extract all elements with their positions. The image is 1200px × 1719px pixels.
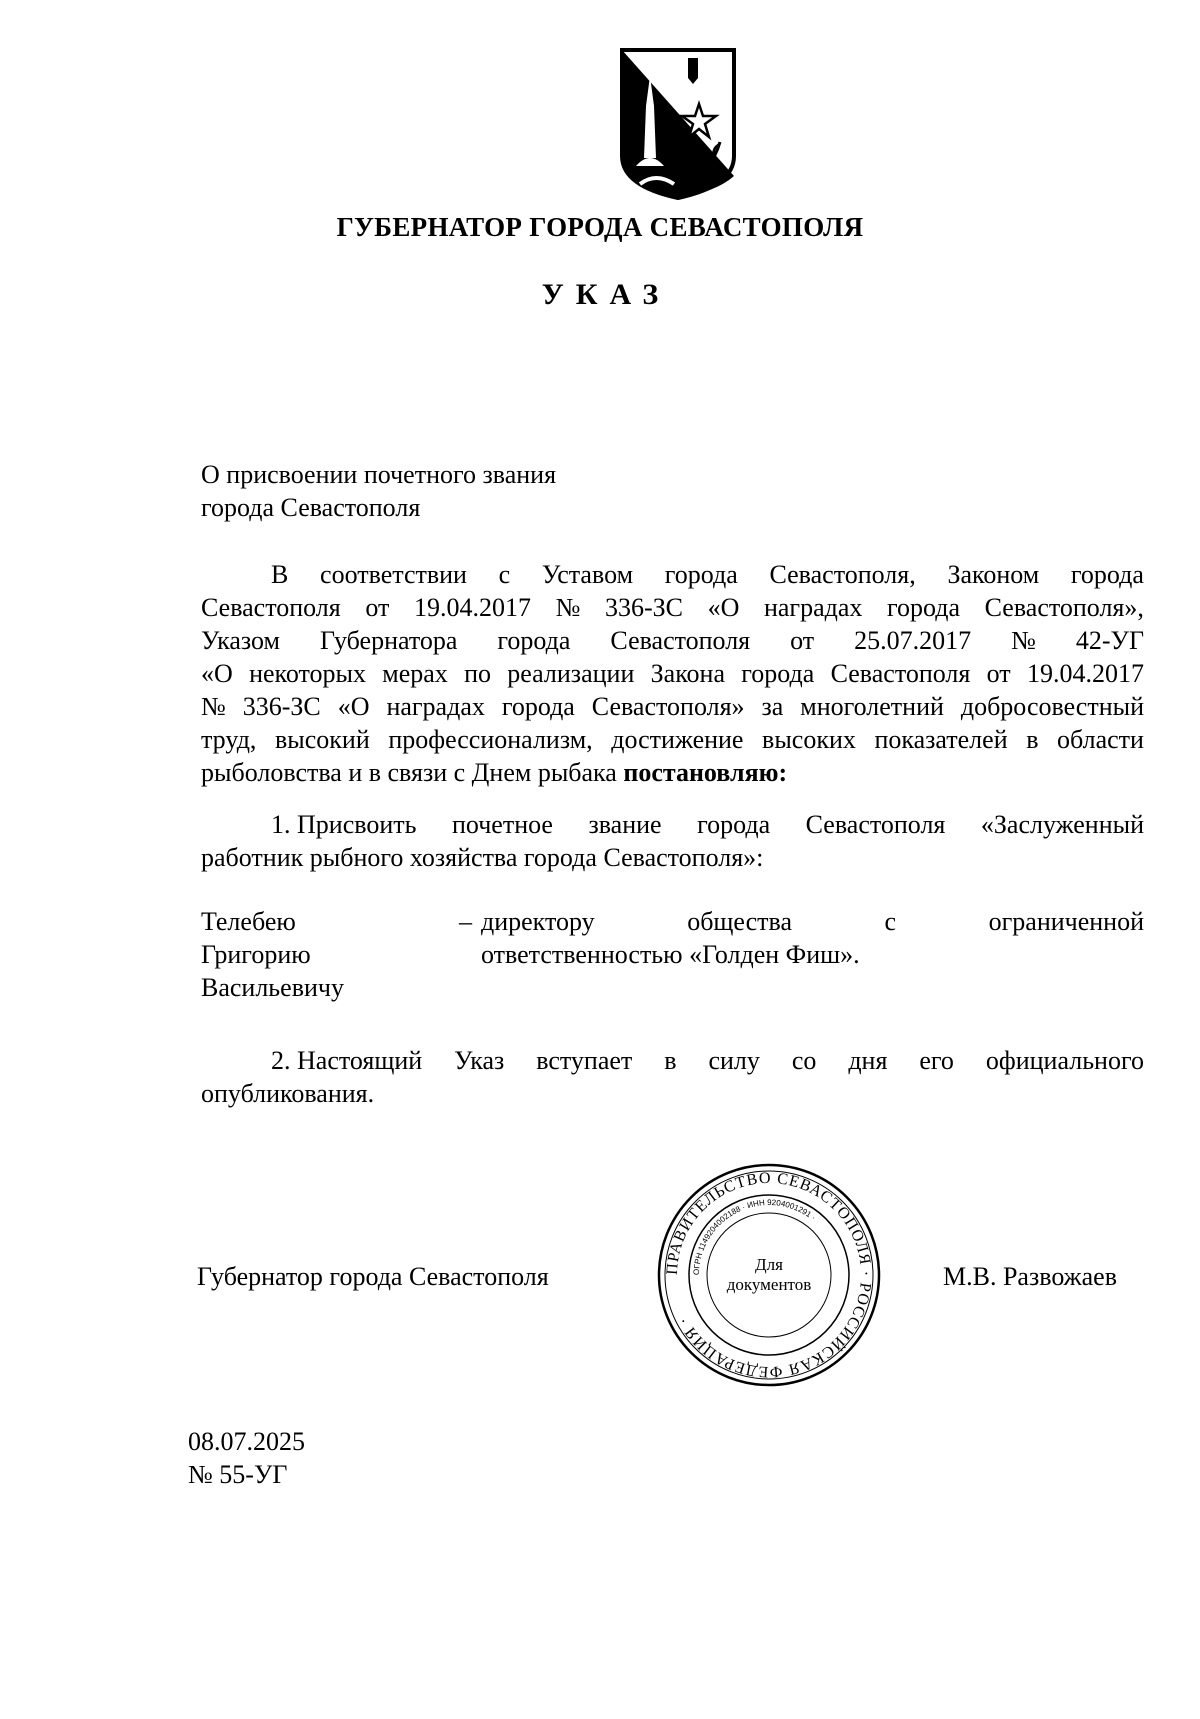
- issuing-authority: ГУБЕРНАТОР ГОРОДА СЕВАСТОПОЛЯ: [336, 212, 864, 242]
- word: №: [555, 593, 581, 622]
- awardee-position: [481, 905, 1144, 971]
- word: Указом: [201, 626, 280, 655]
- preamble-line: [201, 657, 1144, 690]
- word: наградах: [763, 593, 863, 622]
- word: за: [761, 692, 784, 721]
- name-line: Григорию: [201, 940, 311, 969]
- word: В: [271, 560, 289, 589]
- word: «О: [707, 593, 740, 622]
- word: Севастополя: [201, 593, 341, 622]
- word: в: [1026, 725, 1039, 754]
- word: добросовестный: [960, 692, 1144, 721]
- preamble-paragraph: [201, 558, 1144, 789]
- word: Севастополя»,: [984, 593, 1144, 622]
- signer-name: М.В. Развожаев: [943, 1262, 1118, 1291]
- preamble-last-line: [201, 756, 1144, 789]
- item-1-line: [201, 808, 1144, 841]
- preamble-line: [201, 558, 1144, 591]
- preamble-line: [201, 624, 1144, 657]
- word: мерах: [382, 659, 448, 688]
- word: по: [464, 659, 492, 688]
- word: вступает: [536, 1046, 633, 1075]
- word: Севастополя,: [769, 560, 916, 589]
- item-1-paragraph: [201, 808, 1144, 874]
- word: от: [986, 659, 1011, 688]
- word: высоких: [762, 725, 856, 754]
- name-line: Телебею: [201, 907, 296, 936]
- word: звание: [588, 810, 662, 839]
- official-seal-icon: [656, 1162, 882, 1388]
- word: высокий: [275, 725, 370, 754]
- item-2-line: [201, 1044, 1144, 1077]
- word: Губернатора: [319, 626, 458, 655]
- word: некоторых: [249, 659, 366, 688]
- word: со: [791, 1046, 817, 1075]
- word: 25.07.2017: [854, 626, 972, 655]
- stamp-center-line: Для: [755, 1255, 783, 1274]
- word: города: [697, 810, 771, 839]
- word: «О: [337, 692, 370, 721]
- stamp-center-line: документов: [726, 1275, 812, 1294]
- word: ограниченной: [988, 907, 1144, 936]
- word: с: [498, 560, 511, 589]
- word: официального: [985, 1046, 1144, 1075]
- word: города: [501, 692, 575, 721]
- word: директору: [481, 907, 595, 936]
- word: от: [365, 593, 390, 622]
- word: почетное: [451, 810, 553, 839]
- stamp-inner-text: ОГРН 1149204002188 · ИНН 9204001291 ·: [691, 1197, 818, 1276]
- awardee-name: [201, 905, 431, 1004]
- word: 42-УГ: [1075, 626, 1144, 655]
- word: города: [887, 593, 961, 622]
- stamp-outer-text: ПРАВИТЕЛЬСТВО СЕВАСТОПОЛЯ · РОССИЙСКАЯ ФЕДЕРАЦИЯ ·: [663, 1169, 875, 1381]
- word: Законом: [947, 560, 1040, 589]
- word: 19.04.2017: [413, 593, 531, 622]
- subject-line: города Севастополя: [201, 493, 421, 522]
- signer-title: Губернатор города Севастополя: [197, 1262, 549, 1291]
- word: наградах: [386, 692, 485, 721]
- operative-colon: :: [778, 758, 788, 787]
- item-2-paragraph: [201, 1044, 1144, 1110]
- word: реализации: [507, 659, 635, 688]
- word: Севастополя»: [591, 692, 745, 721]
- position-line: [481, 905, 1144, 938]
- name-line: Васильевичу: [201, 973, 344, 1002]
- position-line: ответственностью «Голден Фиш».: [481, 940, 860, 969]
- word: «Заслуженный: [980, 810, 1144, 839]
- word: дня: [848, 1046, 888, 1075]
- word: 2. Настоящий: [271, 1046, 423, 1075]
- preamble-line: [201, 723, 1144, 756]
- word: Указ: [454, 1046, 505, 1075]
- decree-date-number: [188, 1425, 305, 1491]
- subject-line: О присвоении почетного звания: [201, 460, 557, 489]
- word: «О: [201, 659, 233, 688]
- word: силу: [708, 1046, 760, 1075]
- decree-subject: [201, 458, 701, 524]
- word: Севастополя: [830, 659, 971, 688]
- word: профессионализм,: [388, 725, 593, 754]
- word: с: [884, 907, 897, 936]
- word: многолетний: [800, 692, 944, 721]
- word: Уставом: [541, 560, 634, 589]
- word: города: [664, 560, 738, 589]
- item-2-line: опубликования.: [201, 1079, 375, 1108]
- sevastopol-coat-of-arms-icon: [616, 46, 740, 202]
- awardee-block: [201, 905, 1144, 1005]
- dash: –: [459, 907, 472, 936]
- word: области: [1057, 725, 1144, 754]
- decree-date: 08.07.2025: [188, 1427, 305, 1456]
- word: 19.04.2017: [1026, 659, 1144, 688]
- word: от: [790, 626, 815, 655]
- word: показателей: [874, 725, 1008, 754]
- word: соответствии: [320, 560, 467, 589]
- word: города: [497, 626, 571, 655]
- item-1-line: работник рыбного хозяйства города Севастополя»:: [201, 843, 764, 872]
- word: в: [664, 1046, 677, 1075]
- preamble-line: [201, 591, 1144, 624]
- word: Закона: [650, 659, 725, 688]
- word: общества: [687, 907, 792, 936]
- word: его: [919, 1046, 954, 1075]
- word: города: [1070, 560, 1144, 589]
- word: 336-ЗС: [604, 593, 683, 622]
- word: достижение: [611, 725, 744, 754]
- preamble-text: рыболовства и в связи с Днем рыбака: [201, 758, 624, 787]
- word: 336-ЗС: [242, 692, 321, 721]
- decree-number: № 55-УГ: [188, 1460, 288, 1489]
- word: города: [741, 659, 815, 688]
- document-type: УКАЗ: [541, 278, 671, 311]
- word: Севастополя: [610, 626, 751, 655]
- word: Севастополя: [805, 810, 946, 839]
- preamble-line: [201, 690, 1144, 723]
- word: №: [201, 692, 226, 721]
- word: 1. Присвоить: [271, 810, 417, 839]
- word: труд,: [201, 725, 257, 754]
- operative-word: постановляю: [623, 758, 779, 787]
- word: №: [1011, 626, 1036, 655]
